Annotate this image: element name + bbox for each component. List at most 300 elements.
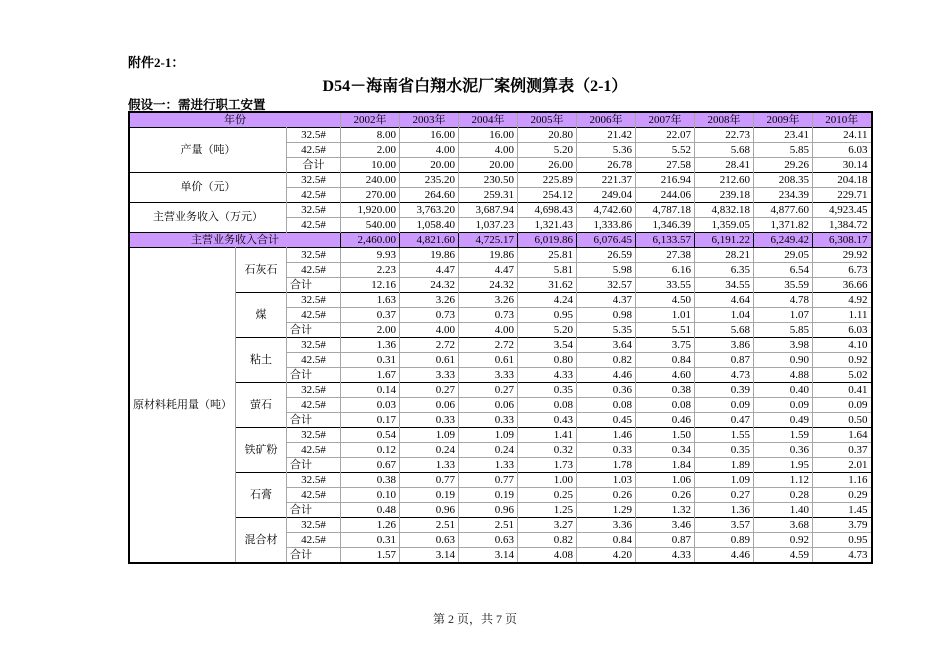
value-cell: 0.95 xyxy=(813,533,872,548)
value-cell: 235.20 xyxy=(400,173,459,188)
value-cell: 1.06 xyxy=(636,473,695,488)
spec-cell: 42.5# xyxy=(287,353,341,368)
value-cell: 0.98 xyxy=(577,308,636,323)
spec-cell: 32.5# xyxy=(287,473,341,488)
value-cell: 20.00 xyxy=(400,158,459,173)
value-cell: 36.66 xyxy=(813,278,872,293)
value-cell: 3.57 xyxy=(695,518,754,533)
value-cell: 0.10 xyxy=(341,488,400,503)
value-cell: 0.37 xyxy=(341,308,400,323)
value-cell: 10.00 xyxy=(341,158,400,173)
value-cell: 0.41 xyxy=(813,383,872,398)
value-cell: 5.68 xyxy=(695,143,754,158)
value-cell: 1.29 xyxy=(577,503,636,518)
value-cell: 1.57 xyxy=(341,548,400,564)
value-cell: 4.64 xyxy=(695,293,754,308)
value-cell: 4.73 xyxy=(695,368,754,383)
revenue-total-row xyxy=(129,233,872,248)
value-cell: 230.50 xyxy=(459,173,518,188)
value-cell: 264.60 xyxy=(400,188,459,203)
attachment-label: 附件2-1： xyxy=(128,55,185,70)
value-cell: 1.50 xyxy=(636,428,695,443)
value-cell: 0.03 xyxy=(341,398,400,413)
value-cell: 1.11 xyxy=(813,308,872,323)
value-cell: 0.24 xyxy=(400,443,459,458)
value-cell: 0.84 xyxy=(577,533,636,548)
spec-cell: 42.5# xyxy=(287,488,341,503)
value-cell: 2.00 xyxy=(341,143,400,158)
value-cell: 0.77 xyxy=(400,473,459,488)
value-cell: 1,037.23 xyxy=(459,218,518,233)
value-cell: 5.68 xyxy=(695,323,754,338)
year-header-cell: 2004年 xyxy=(459,112,518,128)
value-cell: 5.36 xyxy=(577,143,636,158)
value-cell: 254.12 xyxy=(518,188,577,203)
spec-cell: 合计 xyxy=(287,548,341,564)
year-header-cell: 2010年 xyxy=(813,112,872,128)
value-cell: 221.37 xyxy=(577,173,636,188)
value-cell: 3,687.94 xyxy=(459,203,518,218)
table-row xyxy=(129,518,872,533)
value-cell: 4.46 xyxy=(695,548,754,564)
value-cell: 1.07 xyxy=(754,308,813,323)
total-value-cell: 4,821.60 xyxy=(400,233,459,248)
value-cell: 29.92 xyxy=(813,248,872,263)
value-cell: 0.82 xyxy=(577,353,636,368)
value-cell: 1.09 xyxy=(400,428,459,443)
value-cell: 0.09 xyxy=(813,398,872,413)
value-cell: 5.02 xyxy=(813,368,872,383)
value-cell: 4.92 xyxy=(813,293,872,308)
value-cell: 4.33 xyxy=(518,368,577,383)
value-cell: 16.00 xyxy=(459,128,518,143)
value-cell: 0.80 xyxy=(518,353,577,368)
value-cell: 0.67 xyxy=(341,458,400,473)
spec-cell: 42.5# xyxy=(287,308,341,323)
value-cell: 24.32 xyxy=(400,278,459,293)
value-cell: 3.68 xyxy=(754,518,813,533)
material-name-cell: 石膏 xyxy=(236,473,287,518)
value-cell: 0.17 xyxy=(341,413,400,428)
value-cell: 0.24 xyxy=(459,443,518,458)
value-cell: 0.73 xyxy=(459,308,518,323)
value-cell: 22.07 xyxy=(636,128,695,143)
table-row xyxy=(129,383,872,398)
value-cell: 4.24 xyxy=(518,293,577,308)
value-cell: 28.41 xyxy=(695,158,754,173)
value-cell: 4.50 xyxy=(636,293,695,308)
value-cell: 6.16 xyxy=(636,263,695,278)
value-cell: 1.55 xyxy=(695,428,754,443)
value-cell: 0.35 xyxy=(518,383,577,398)
value-cell: 2.23 xyxy=(341,263,400,278)
spec-cell: 42.5# xyxy=(287,443,341,458)
value-cell: 3.46 xyxy=(636,518,695,533)
value-cell: 2.72 xyxy=(400,338,459,353)
value-cell: 4.33 xyxy=(636,548,695,564)
value-cell: 1,371.82 xyxy=(754,218,813,233)
value-cell: 1.95 xyxy=(754,458,813,473)
spec-cell: 42.5# xyxy=(287,398,341,413)
value-cell: 0.09 xyxy=(695,398,754,413)
value-cell: 0.45 xyxy=(577,413,636,428)
table-header-row xyxy=(129,112,872,128)
value-cell: 216.94 xyxy=(636,173,695,188)
value-cell: 0.92 xyxy=(813,353,872,368)
value-cell: 28.21 xyxy=(695,248,754,263)
value-cell: 0.87 xyxy=(636,533,695,548)
value-cell: 4.20 xyxy=(577,548,636,564)
value-cell: 4.08 xyxy=(518,548,577,564)
value-cell: 4.00 xyxy=(459,143,518,158)
value-cell: 5.20 xyxy=(518,323,577,338)
value-cell: 1.12 xyxy=(754,473,813,488)
value-cell: 3.33 xyxy=(400,368,459,383)
value-cell: 5.52 xyxy=(636,143,695,158)
total-value-cell: 6,249.42 xyxy=(754,233,813,248)
value-cell: 23.41 xyxy=(754,128,813,143)
total-value-cell: 6,308.17 xyxy=(813,233,872,248)
value-cell: 4.10 xyxy=(813,338,872,353)
value-cell: 4,742.60 xyxy=(577,203,636,218)
value-cell: 34.55 xyxy=(695,278,754,293)
value-cell: 1.89 xyxy=(695,458,754,473)
value-cell: 1.67 xyxy=(341,368,400,383)
value-cell: 4.88 xyxy=(754,368,813,383)
section-label-cell: 产量（吨） xyxy=(129,128,287,173)
value-cell: 1.00 xyxy=(518,473,577,488)
table-row xyxy=(129,173,872,188)
value-cell: 1,333.86 xyxy=(577,218,636,233)
spec-cell: 42.5# xyxy=(287,143,341,158)
value-cell: 225.89 xyxy=(518,173,577,188)
value-cell: 19.86 xyxy=(459,248,518,263)
value-cell: 0.27 xyxy=(400,383,459,398)
value-cell: 0.61 xyxy=(400,353,459,368)
value-cell: 212.60 xyxy=(695,173,754,188)
spec-cell: 32.5# xyxy=(287,518,341,533)
value-cell: 0.43 xyxy=(518,413,577,428)
value-cell: 26.00 xyxy=(518,158,577,173)
value-cell: 8.00 xyxy=(341,128,400,143)
spec-cell: 42.5# xyxy=(287,218,341,233)
value-cell: 4.78 xyxy=(754,293,813,308)
value-cell: 29.26 xyxy=(754,158,813,173)
material-name-cell: 煤 xyxy=(236,293,287,338)
table-row xyxy=(129,203,872,218)
value-cell: 1.46 xyxy=(577,428,636,443)
spec-cell: 32.5# xyxy=(287,383,341,398)
material-name-cell: 铁矿粉 xyxy=(236,428,287,473)
spec-cell: 42.5# xyxy=(287,263,341,278)
value-cell: 0.33 xyxy=(459,413,518,428)
value-cell: 20.00 xyxy=(459,158,518,173)
total-value-cell: 6,133.57 xyxy=(636,233,695,248)
value-cell: 25.81 xyxy=(518,248,577,263)
value-cell: 0.61 xyxy=(459,353,518,368)
value-cell: 2.51 xyxy=(400,518,459,533)
value-cell: 0.82 xyxy=(518,533,577,548)
value-cell: 3.14 xyxy=(400,548,459,564)
value-cell: 240.00 xyxy=(341,173,400,188)
spec-cell: 合计 xyxy=(287,158,341,173)
value-cell: 6.03 xyxy=(813,143,872,158)
value-cell: 0.19 xyxy=(400,488,459,503)
value-cell: 1.33 xyxy=(459,458,518,473)
value-cell: 0.33 xyxy=(400,413,459,428)
value-cell: 3.33 xyxy=(459,368,518,383)
value-cell: 0.63 xyxy=(459,533,518,548)
value-cell: 4,923.45 xyxy=(813,203,872,218)
year-header-cell: 2008年 xyxy=(695,112,754,128)
value-cell: 1.63 xyxy=(341,293,400,308)
value-cell: 270.00 xyxy=(341,188,400,203)
value-cell: 0.49 xyxy=(754,413,813,428)
value-cell: 5.20 xyxy=(518,143,577,158)
assumption-label: 假设一：需进行职工安置 xyxy=(128,98,266,112)
value-cell: 3.79 xyxy=(813,518,872,533)
value-cell: 0.19 xyxy=(459,488,518,503)
value-cell: 2.72 xyxy=(459,338,518,353)
value-cell: 4.59 xyxy=(754,548,813,564)
spec-cell: 合计 xyxy=(287,413,341,428)
value-cell: 5.85 xyxy=(754,323,813,338)
value-cell: 5.98 xyxy=(577,263,636,278)
spec-cell: 32.5# xyxy=(287,428,341,443)
total-label-cell: 主营业务收入合计 xyxy=(129,233,341,248)
value-cell: 0.28 xyxy=(754,488,813,503)
value-cell: 5.35 xyxy=(577,323,636,338)
value-cell: 3.54 xyxy=(518,338,577,353)
value-cell: 0.32 xyxy=(518,443,577,458)
value-cell: 0.50 xyxy=(813,413,872,428)
value-cell: 3,763.20 xyxy=(400,203,459,218)
value-cell: 5.81 xyxy=(518,263,577,278)
table-row xyxy=(129,128,872,143)
spec-cell: 32.5# xyxy=(287,338,341,353)
value-cell: 12.16 xyxy=(341,278,400,293)
value-cell: 0.95 xyxy=(518,308,577,323)
total-value-cell: 6,191.22 xyxy=(695,233,754,248)
value-cell: 4.00 xyxy=(459,323,518,338)
value-cell: 0.39 xyxy=(695,383,754,398)
value-cell: 6.73 xyxy=(813,263,872,278)
value-cell: 0.31 xyxy=(341,533,400,548)
materials-group-label-cell: 原材料耗用量（吨） xyxy=(129,248,236,564)
value-cell: 3.36 xyxy=(577,518,636,533)
value-cell: 27.58 xyxy=(636,158,695,173)
value-cell: 1.45 xyxy=(813,503,872,518)
value-cell: 0.29 xyxy=(813,488,872,503)
total-value-cell: 6,076.45 xyxy=(577,233,636,248)
page-title: D54－海南省白翔水泥厂案例测算表（2-1） xyxy=(322,78,628,95)
value-cell: 0.06 xyxy=(400,398,459,413)
value-cell: 0.34 xyxy=(636,443,695,458)
spec-cell: 合计 xyxy=(287,323,341,338)
value-cell: 0.46 xyxy=(636,413,695,428)
value-cell: 0.08 xyxy=(577,398,636,413)
spec-cell: 合计 xyxy=(287,503,341,518)
year-header-cell: 2002年 xyxy=(341,112,400,128)
value-cell: 259.31 xyxy=(459,188,518,203)
year-header-cell: 2006年 xyxy=(577,112,636,128)
value-cell: 0.14 xyxy=(341,383,400,398)
value-cell: 1,359.05 xyxy=(695,218,754,233)
value-cell: 0.33 xyxy=(577,443,636,458)
value-cell: 1,384.72 xyxy=(813,218,872,233)
value-cell: 24.32 xyxy=(459,278,518,293)
year-header-cell: 2005年 xyxy=(518,112,577,128)
value-cell: 6.35 xyxy=(695,263,754,278)
value-cell: 244.06 xyxy=(636,188,695,203)
table-row xyxy=(129,293,872,308)
value-cell: 1.25 xyxy=(518,503,577,518)
value-cell: 0.54 xyxy=(341,428,400,443)
spec-cell: 合计 xyxy=(287,368,341,383)
value-cell: 229.71 xyxy=(813,188,872,203)
value-cell: 1.01 xyxy=(636,308,695,323)
value-cell: 0.25 xyxy=(518,488,577,503)
spec-cell: 32.5# xyxy=(287,173,341,188)
value-cell: 239.18 xyxy=(695,188,754,203)
spec-cell: 合计 xyxy=(287,458,341,473)
value-cell: 26.78 xyxy=(577,158,636,173)
value-cell: 0.48 xyxy=(341,503,400,518)
value-cell: 1,058.40 xyxy=(400,218,459,233)
value-cell: 0.89 xyxy=(695,533,754,548)
value-cell: 4,787.18 xyxy=(636,203,695,218)
value-cell: 3.26 xyxy=(459,293,518,308)
value-cell: 1,321.43 xyxy=(518,218,577,233)
value-cell: 6.54 xyxy=(754,263,813,278)
year-header-cell: 2003年 xyxy=(400,112,459,128)
value-cell: 4.46 xyxy=(577,368,636,383)
value-cell: 1.84 xyxy=(636,458,695,473)
value-cell: 3.75 xyxy=(636,338,695,353)
value-cell: 0.27 xyxy=(695,488,754,503)
value-cell: 1.36 xyxy=(695,503,754,518)
value-cell: 249.04 xyxy=(577,188,636,203)
value-cell: 0.08 xyxy=(518,398,577,413)
value-cell: 1.73 xyxy=(518,458,577,473)
value-cell: 0.06 xyxy=(459,398,518,413)
value-cell: 0.38 xyxy=(341,473,400,488)
value-cell: 4.37 xyxy=(577,293,636,308)
material-name-cell: 混合材 xyxy=(236,518,287,564)
value-cell: 32.57 xyxy=(577,278,636,293)
value-cell: 24.11 xyxy=(813,128,872,143)
year-axis-corner-cell: 年份 xyxy=(129,112,341,128)
value-cell: 0.73 xyxy=(400,308,459,323)
value-cell: 1.40 xyxy=(754,503,813,518)
value-cell: 4,877.60 xyxy=(754,203,813,218)
value-cell: 5.51 xyxy=(636,323,695,338)
value-cell: 3.98 xyxy=(754,338,813,353)
table-row xyxy=(129,338,872,353)
value-cell: 9.93 xyxy=(341,248,400,263)
page-footer: 第 2 页，共 7 页 xyxy=(432,612,517,626)
table-row xyxy=(129,428,872,443)
year-header-cell: 2007年 xyxy=(636,112,695,128)
value-cell: 35.59 xyxy=(754,278,813,293)
value-cell: 30.14 xyxy=(813,158,872,173)
value-cell: 6.03 xyxy=(813,323,872,338)
spec-cell: 42.5# xyxy=(287,188,341,203)
value-cell: 2.00 xyxy=(341,323,400,338)
value-cell: 0.63 xyxy=(400,533,459,548)
value-cell: 1.78 xyxy=(577,458,636,473)
value-cell: 0.96 xyxy=(459,503,518,518)
value-cell: 0.27 xyxy=(459,383,518,398)
value-cell: 16.00 xyxy=(400,128,459,143)
value-cell: 2.51 xyxy=(459,518,518,533)
material-name-cell: 粘土 xyxy=(236,338,287,383)
table-row xyxy=(129,473,872,488)
value-cell: 21.42 xyxy=(577,128,636,143)
value-cell: 0.84 xyxy=(636,353,695,368)
value-cell: 0.87 xyxy=(695,353,754,368)
total-value-cell: 6,019.86 xyxy=(518,233,577,248)
spec-cell: 42.5# xyxy=(287,533,341,548)
value-cell: 4.73 xyxy=(813,548,872,564)
value-cell: 27.38 xyxy=(636,248,695,263)
value-cell: 3.86 xyxy=(695,338,754,353)
section-label-cell: 主营业务收入（万元） xyxy=(129,203,287,233)
value-cell: 3.64 xyxy=(577,338,636,353)
value-cell: 22.73 xyxy=(695,128,754,143)
total-value-cell: 4,725.17 xyxy=(459,233,518,248)
value-cell: 0.26 xyxy=(577,488,636,503)
value-cell: 4.00 xyxy=(400,143,459,158)
value-cell: 20.80 xyxy=(518,128,577,143)
value-cell: 1,346.39 xyxy=(636,218,695,233)
value-cell: 31.62 xyxy=(518,278,577,293)
year-header-cell: 2009年 xyxy=(754,112,813,128)
spec-cell: 32.5# xyxy=(287,293,341,308)
value-cell: 0.90 xyxy=(754,353,813,368)
material-name-cell: 萤石 xyxy=(236,383,287,428)
value-cell: 1.36 xyxy=(341,338,400,353)
value-cell: 1.03 xyxy=(577,473,636,488)
value-cell: 1.32 xyxy=(636,503,695,518)
value-cell: 4.60 xyxy=(636,368,695,383)
value-cell: 33.55 xyxy=(636,278,695,293)
value-cell: 1.09 xyxy=(695,473,754,488)
total-value-cell: 2,460.00 xyxy=(341,233,400,248)
value-cell: 26.59 xyxy=(577,248,636,263)
value-cell: 0.77 xyxy=(459,473,518,488)
value-cell: 29.05 xyxy=(754,248,813,263)
value-cell: 0.09 xyxy=(754,398,813,413)
value-cell: 0.35 xyxy=(695,443,754,458)
value-cell: 540.00 xyxy=(341,218,400,233)
value-cell: 0.40 xyxy=(754,383,813,398)
value-cell: 0.36 xyxy=(754,443,813,458)
value-cell: 3.27 xyxy=(518,518,577,533)
value-cell: 1.59 xyxy=(754,428,813,443)
value-cell: 4.47 xyxy=(459,263,518,278)
value-cell: 0.37 xyxy=(813,443,872,458)
value-cell: 1.33 xyxy=(400,458,459,473)
value-cell: 0.26 xyxy=(636,488,695,503)
value-cell: 4.00 xyxy=(400,323,459,338)
value-cell: 0.36 xyxy=(577,383,636,398)
value-cell: 1.64 xyxy=(813,428,872,443)
value-cell: 2.01 xyxy=(813,458,872,473)
spec-cell: 合计 xyxy=(287,278,341,293)
value-cell: 0.47 xyxy=(695,413,754,428)
value-cell: 1.41 xyxy=(518,428,577,443)
